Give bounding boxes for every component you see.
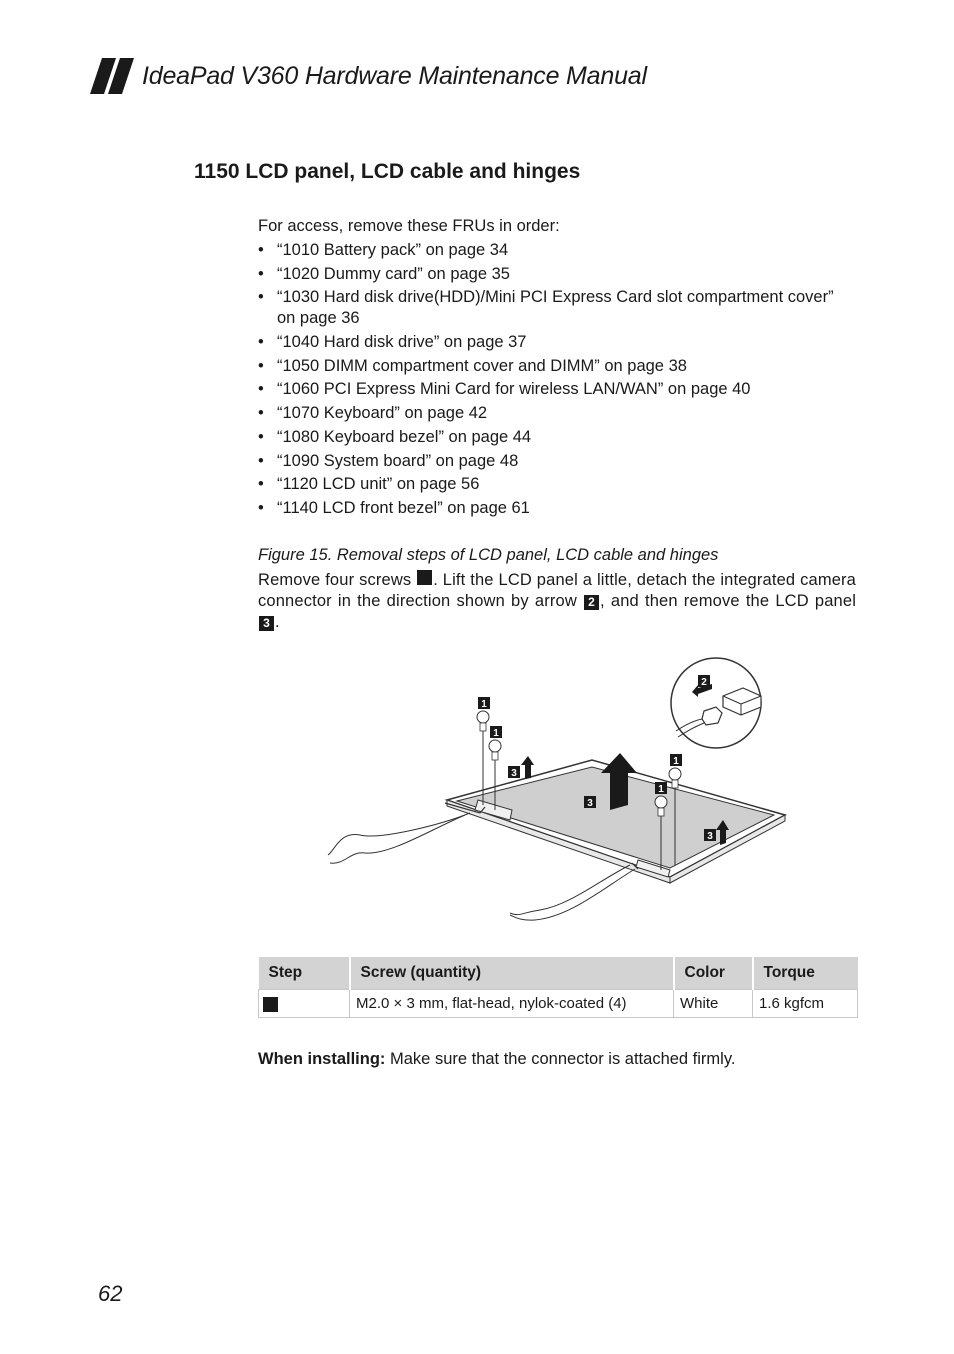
manual-title: IdeaPad V360 Hardware Maintenance Manual [142,62,647,90]
list-item [258,427,856,448]
svg-text:3: 3 [587,798,593,809]
lift-arrow-icon [521,756,534,779]
instruction-text: Remove four screws [258,571,412,589]
lcd-panel-illustration [328,725,785,920]
screw-table [258,957,858,1018]
instruction-text: . [275,613,280,631]
step-cell [259,990,350,1018]
prerequisite-link[interactable]: “1120 LCD unit” on page 56 [277,475,480,494]
install-note-text: Make sure that the connector is attached firmly. [385,1050,736,1068]
column-header-torque: Torque [753,957,858,990]
access-intro: For access, remove these FRUs in order: [258,217,560,235]
table-header-row [259,957,858,990]
list-item [258,379,856,400]
list-item [258,474,856,495]
prerequisite-link[interactable]: “1060 PCI Express Mini Card for wireless LAN/WAN” on page 40 [277,380,751,399]
bullet: • [258,475,264,494]
prerequisite-link[interactable]: “1050 DIMM compartment cover and DIMM” on page 38 [277,356,687,375]
prerequisite-link[interactable]: “1020 Dummy card” on page 35 [277,264,510,283]
list-item [258,264,856,285]
column-header-step: Step [259,957,350,990]
list-item [258,356,856,377]
callout-2-marker: 2 [584,595,599,610]
bullet: • [258,356,264,375]
lcd-panel-removal-diagram [320,655,790,930]
lenovo-slash-logo-icon [90,58,136,94]
callout-label [704,829,716,842]
callout-1-marker [417,570,432,585]
figure-caption: Figure 15. Removal steps of LCD panel, LCD cable and hinges [258,546,719,564]
list-item [258,498,856,519]
bullet: • [258,404,264,423]
list-item [258,403,856,424]
svg-text:3: 3 [511,768,517,779]
color-cell: White [674,990,753,1018]
svg-text:3: 3 [707,831,713,842]
bullet: • [258,380,264,399]
screw-cell: M2.0 × 3 mm, flat-head, nylok-coated (4) [350,990,674,1018]
prerequisite-link[interactable]: “1070 Keyboard” on page 42 [277,404,488,423]
callout-label [584,796,596,809]
screw-icon [489,740,501,760]
callout-label [655,782,667,795]
bullet: • [258,288,264,307]
svg-text:1: 1 [481,699,487,710]
camera-connector-inset [671,658,761,748]
install-note-label: When installing: [258,1050,386,1068]
svg-text:1: 1 [493,728,499,739]
prerequisite-list [258,240,856,522]
list-item [258,332,856,353]
column-header-color: Color [674,957,753,990]
torque-cell: 1.6 kgfcm [753,990,858,1018]
bullet: • [258,451,264,470]
removal-instructions [258,570,856,633]
list-item [258,240,856,261]
step-1-marker [263,997,278,1012]
bullet: • [258,241,264,259]
bullet: • [258,264,264,283]
install-note [258,1050,856,1069]
instruction-text: , and then remove the LCD panel [600,592,857,610]
bullet: • [258,333,264,352]
callout-label [508,766,520,779]
svg-text:1: 1 [658,784,664,795]
screw-icon [477,711,489,731]
prerequisite-link[interactable]: “1090 System board” on page 48 [277,451,519,470]
prerequisite-link[interactable]: “1010 Battery pack” on page 34 [277,241,509,259]
section-heading: 1150 LCD panel, LCD cable and hinges [194,160,581,183]
callout-label [490,726,502,739]
svg-text:1: 1 [673,756,679,767]
prerequisite-link[interactable]: “1080 Keyboard bezel” on page 44 [277,427,532,446]
callout-label [698,675,710,688]
column-header-screw: Screw (quantity) [350,957,674,990]
bullet: • [258,427,264,446]
bullet: • [258,498,264,517]
list-item [258,451,856,472]
page-number: 62 [98,1281,123,1306]
callout-label [478,697,490,710]
instruction-text: . Lift the LCD panel a little, detach the integrated camera connector in the direction shown by arrow [258,571,857,610]
list-item [258,287,856,329]
callout-label [670,754,682,767]
prerequisite-link[interactable]: “1040 Hard disk drive” on page 37 [277,333,527,352]
svg-text:2: 2 [701,677,707,688]
prerequisite-link[interactable]: “1030 Hard disk drive(HDD)/Mini PCI Express Card slot compartment cover” on page 36 [277,288,834,328]
callout-3-marker: 3 [259,616,274,631]
prerequisite-link[interactable]: “1140 LCD front bezel” on page 61 [277,498,530,517]
table-row [259,990,858,1018]
